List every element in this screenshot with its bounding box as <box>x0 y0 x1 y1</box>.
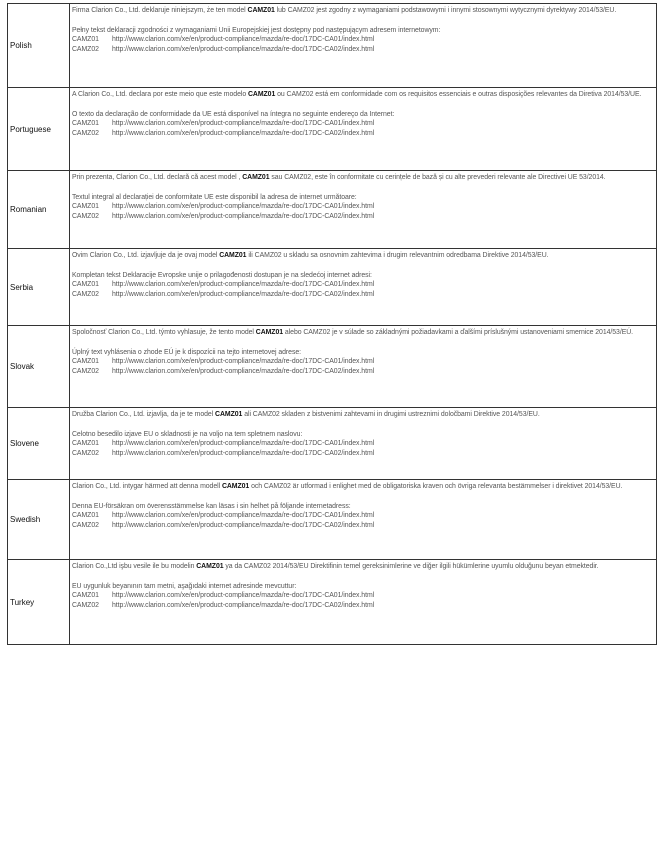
url-line <box>72 449 654 459</box>
url-line <box>72 212 654 222</box>
language-name: Portuguese <box>8 88 70 171</box>
model-code: CAMZ01 <box>247 91 276 98</box>
declaration-cell <box>70 171 657 249</box>
language-name: Serbia <box>8 249 70 326</box>
model-code: CAMZ01 <box>221 483 250 490</box>
url-line <box>72 290 654 300</box>
declaration-cell <box>70 408 657 480</box>
url-model-code: CAMZ01 <box>72 440 99 448</box>
statement-text-post: ou CAMZ02 está em conformidade com os requisitos essenciais e outras disposições relevantes da Diretiva 2014/53/UE. <box>275 91 642 98</box>
table-row <box>8 480 657 560</box>
url-line <box>72 35 654 45</box>
table-row <box>8 88 657 171</box>
url-model-code: CAMZ02 <box>72 367 99 375</box>
url-model-code: CAMZ02 <box>72 290 99 298</box>
declaration-url: http://www.clarion.com/xe/en/product-compliance/mazda/re-doc/17DC-CA02/index.html <box>112 601 375 609</box>
declaration-url: http://www.clarion.com/xe/en/product-compliance/mazda/re-doc/17DC-CA01/index.html <box>112 203 375 211</box>
declaration-cell <box>70 326 657 408</box>
url-line <box>72 367 654 377</box>
language-name: Turkey <box>8 560 70 645</box>
full-text-intro: EU uygunluk beyanının tam metni, aşağıdaki internet adresinde mevcuttur: <box>72 582 297 590</box>
declaration-cell <box>70 560 657 645</box>
model-code: CAMZ01 <box>255 329 284 336</box>
declaration-table <box>7 3 657 645</box>
declaration-statement <box>72 251 654 261</box>
declaration-url: http://www.clarion.com/xe/en/product-compliance/mazda/re-doc/17DC-CA02/index.html <box>112 45 375 53</box>
table-row <box>8 249 657 326</box>
model-code: CAMZ01 <box>247 7 275 14</box>
declaration-statement <box>72 173 654 183</box>
statement-text-post: ali CAMZ02 skladen z bistvenimi zahtevami in drugimi ustreznimi določbami Direktive 2014/53/EU. <box>242 411 540 418</box>
declaration-url: http://www.clarion.com/xe/en/product-compliance/mazda/re-doc/17DC-CA02/index.html <box>112 521 375 529</box>
url-line <box>72 202 654 212</box>
declaration-url: http://www.clarion.com/xe/en/product-compliance/mazda/re-doc/17DC-CA01/index.html <box>112 36 375 44</box>
language-name: Slovene <box>8 408 70 480</box>
full-text-intro: O texto da declaração de conformidade da UE está disponível na íntegra no seguinte endereço da Internet: <box>72 110 395 118</box>
declaration-url: http://www.clarion.com/xe/en/product-compliance/mazda/re-doc/17DC-CA01/index.html <box>112 592 375 600</box>
paragraph-gap <box>72 100 654 110</box>
declaration-statement <box>72 328 654 338</box>
declaration-statement <box>72 6 654 16</box>
paragraph-gap <box>72 572 654 582</box>
declaration-statement <box>72 562 654 572</box>
url-line <box>72 129 654 139</box>
statement-text-pre: Prin prezenta, Clarion Co., Ltd. declară că acest model , <box>72 174 243 181</box>
statement-text-pre: Spoločnosť Clarion Co., Ltd. týmto vyhlasuje, že tento model <box>72 329 256 336</box>
full-text-intro: Celotno besedilo izjave EU o skladnosti je na voljo na tem spletnem naslovu: <box>72 430 303 438</box>
full-text-intro: Úplný text vyhlásenia o zhode EÚ je k dispozícii na tejto internetovej adrese: <box>72 348 301 356</box>
url-model-code: CAMZ01 <box>72 358 99 366</box>
declaration-cell <box>70 480 657 560</box>
statement-text-post: lub CAMZ02 jest zgodny z wymaganiami podstawowymi i innymi stosownymi wytycznymi dyrektywy 2014/53/EU. <box>274 7 617 14</box>
url-line <box>72 119 654 129</box>
statement-text-post: ya da CAMZ02 2014/53/EU Direktifinin temel gereksinimlerine ve diğer ilgili hükümlerine uyumlu olduğunu beyan etmektedir. <box>223 563 599 570</box>
declaration-url: http://www.clarion.com/xe/en/product-compliance/mazda/re-doc/17DC-CA01/index.html <box>112 358 375 366</box>
full-text-intro: Denna EU-försäkran om överensstämmelse kan läsas i sin helhet på följande internetadress: <box>72 502 351 510</box>
table-row <box>8 171 657 249</box>
declaration-url: http://www.clarion.com/xe/en/product-compliance/mazda/re-doc/17DC-CA01/index.html <box>112 512 375 520</box>
url-model-code: CAMZ01 <box>72 281 99 289</box>
model-code: CAMZ01 <box>196 563 224 570</box>
url-line <box>72 280 654 290</box>
url-line <box>72 591 654 601</box>
paragraph-gap <box>72 16 654 26</box>
declaration-statement <box>72 482 654 492</box>
language-name: Slovak <box>8 326 70 408</box>
declaration-url: http://www.clarion.com/xe/en/product-compliance/mazda/re-doc/17DC-CA02/index.html <box>112 129 375 137</box>
statement-text-post: sau CAMZ02, este în conformitate cu cerințele de bază și cu alte prevederi relevante ale Directivei UE 53/2014. <box>269 174 606 181</box>
declaration-statement <box>72 410 654 420</box>
model-code: CAMZ01 <box>215 411 243 418</box>
statement-text-pre: Clarion Co., Ltd. intygar härmed att denna modell <box>72 483 222 490</box>
table-row <box>8 560 657 645</box>
url-model-code: CAMZ01 <box>72 36 99 44</box>
url-line <box>72 521 654 531</box>
url-model-code: CAMZ02 <box>72 449 99 457</box>
url-model-code: CAMZ02 <box>72 129 99 137</box>
url-model-code: CAMZ01 <box>72 512 99 520</box>
declaration-url: http://www.clarion.com/xe/en/product-compliance/mazda/re-doc/17DC-CA02/index.html <box>112 290 375 298</box>
table-row <box>8 4 657 88</box>
url-model-code: CAMZ02 <box>72 521 99 529</box>
declaration-url: http://www.clarion.com/xe/en/product-compliance/mazda/re-doc/17DC-CA01/index.html <box>112 440 375 448</box>
statement-text-pre: Clarion Co.,Ltd işbu vesile ile bu modelin <box>72 563 197 570</box>
paragraph-gap <box>72 261 654 271</box>
declaration-url: http://www.clarion.com/xe/en/product-compliance/mazda/re-doc/17DC-CA02/index.html <box>112 212 375 220</box>
url-model-code: CAMZ02 <box>72 601 99 609</box>
paragraph-gap <box>72 183 654 193</box>
declaration-url: http://www.clarion.com/xe/en/product-compliance/mazda/re-doc/17DC-CA02/index.html <box>112 449 375 457</box>
url-line <box>72 511 654 521</box>
table-row <box>8 408 657 480</box>
declaration-url: http://www.clarion.com/xe/en/product-compliance/mazda/re-doc/17DC-CA01/index.html <box>112 120 375 128</box>
url-model-code: CAMZ02 <box>72 212 99 220</box>
url-line <box>72 45 654 55</box>
language-name: Polish <box>8 4 70 88</box>
statement-text-pre: Družba Clarion Co., Ltd. izjavlja, da je te model <box>72 411 216 418</box>
language-name: Romanian <box>8 171 70 249</box>
url-model-code: CAMZ02 <box>72 45 99 53</box>
declaration-cell <box>70 249 657 326</box>
full-text-intro: Pełny tekst deklaracji zgodności z wymaganiami Unii Europejskiej jest dostępny pod następującym adresem internetowym: <box>72 26 441 34</box>
declaration-url: http://www.clarion.com/xe/en/product-compliance/mazda/re-doc/17DC-CA01/index.html <box>112 281 375 289</box>
url-model-code: CAMZ01 <box>72 203 99 211</box>
url-line <box>72 439 654 449</box>
declaration-statement <box>72 90 654 100</box>
full-text-intro: Kompletan tekst Deklaracije Evropske unije o prilagođenosti dostupan je na sledećoj internet adresi: <box>72 271 372 279</box>
url-line <box>72 601 654 611</box>
model-code: CAMZ01 <box>219 252 247 259</box>
full-text-intro: Textul integral al declarației de conformitate UE este disponibil la adresa de internet următoare: <box>72 193 357 201</box>
declaration-cell <box>70 88 657 171</box>
statement-text-pre: A Clarion Co., Ltd. declara por este meio que este modelo <box>72 91 248 98</box>
statement-text-pre: Firma Clarion Co., Ltd. deklaruje niniejszym, że ten model <box>72 7 248 14</box>
paragraph-gap <box>72 492 654 502</box>
model-code: CAMZ01 <box>242 174 270 181</box>
paragraph-gap <box>72 420 654 430</box>
language-name: Swedish <box>8 480 70 560</box>
statement-text-post: ili CAMZ02 u skladu sa osnovnim zahtevima i drugim relevantnim odredbama Direktive 2014/53/EU. <box>246 252 549 259</box>
declaration-table-body <box>8 4 657 645</box>
declaration-cell <box>70 4 657 88</box>
url-model-code: CAMZ01 <box>72 120 99 128</box>
declaration-url: http://www.clarion.com/xe/en/product-compliance/mazda/re-doc/17DC-CA02/index.html <box>112 367 375 375</box>
statement-text-pre: Ovim Clarion Co., Ltd. izjavljuje da je ovaj model <box>72 252 220 259</box>
url-line <box>72 357 654 367</box>
table-row <box>8 326 657 408</box>
paragraph-gap <box>72 338 654 348</box>
statement-text-post: alebo CAMZ02 je v súlade so základnými požiadavkami a ďalšími príslušnými ustanoveniami smernice 2014/53/EÚ. <box>283 329 634 336</box>
url-model-code: CAMZ01 <box>72 592 99 600</box>
statement-text-post: och CAMZ02 är utformad i enlighet med de obligatoriska kraven och övriga relevanta bestämmelser i direktivet 2014/53/EU. <box>249 483 623 490</box>
